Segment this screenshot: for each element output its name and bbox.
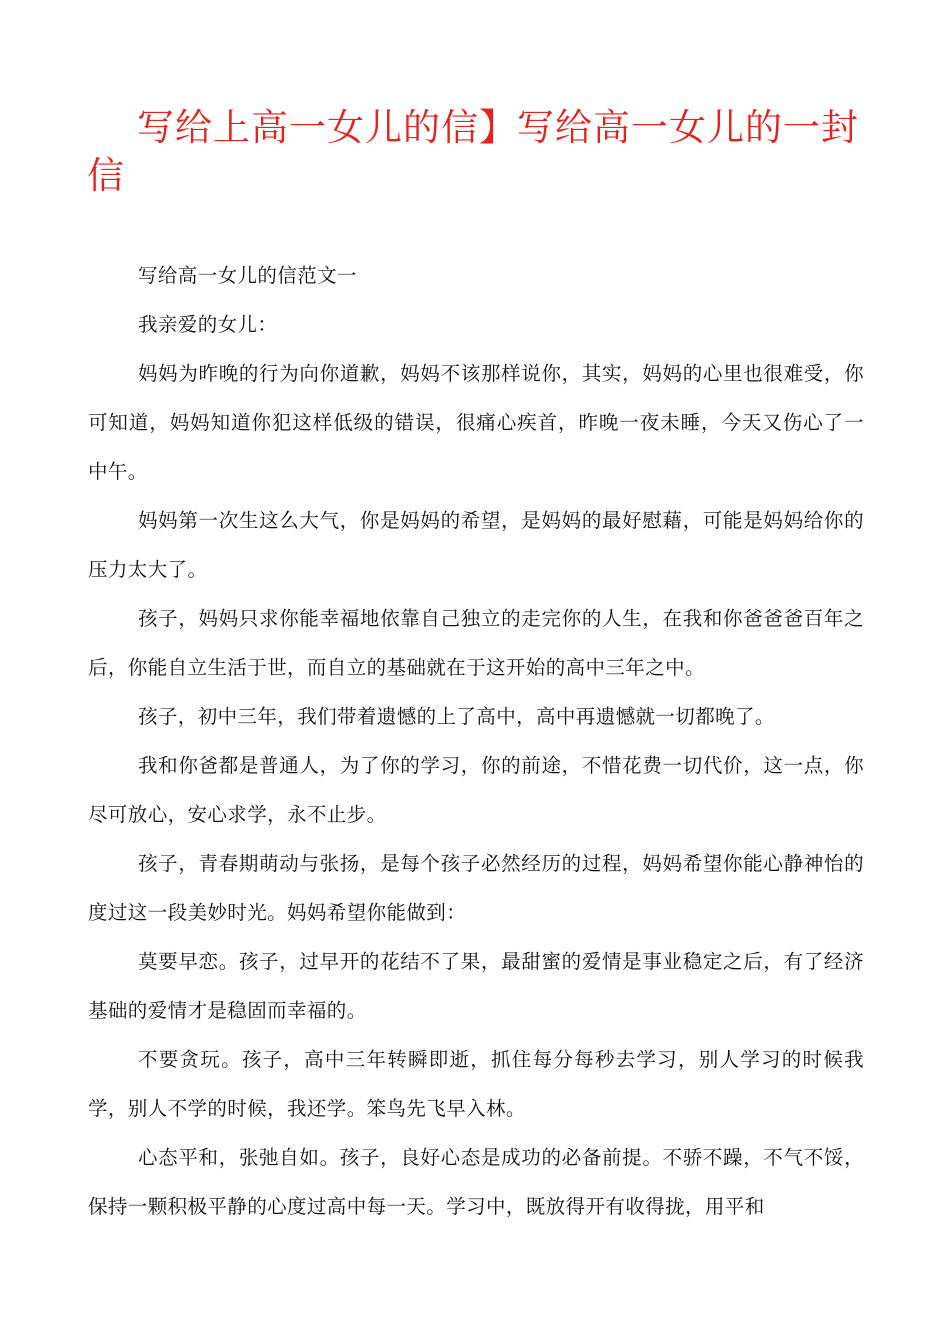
document-title: 写给上高一女儿的信】写给高一女儿的一封信 xyxy=(87,106,859,197)
paragraph: 莫要早恋。孩子，过早开的花结不了果，最甜蜜的爱情是事业稳定之后，有了经济基础的爱情才是稳固而幸福的。 xyxy=(88,950,864,1022)
paragraph-heading: 写给高一女儿的信范文一 xyxy=(138,264,357,287)
paragraph: 孩子，初中三年，我们带着遗憾的上了高中，高中再遗憾就一切都晚了。 xyxy=(138,705,775,728)
paragraph: 心态平和，张弛自如。孩子，良好心态是成功的必备前提。不骄不躁，不气不馁，保持一颗积极平静的心度过高中每一天。学习中，既放得开有收得拢，用平和 xyxy=(88,1146,864,1218)
paragraph: 孩子，妈妈只求你能幸福地依靠自己独立的走完你的人生，在我和你爸爸爸百年之后，你能自立生活于世，而自立的基础就在于这开始的高中三年之中。 xyxy=(88,607,864,679)
paragraph: 孩子，青春期萌动与张扬，是每个孩子必然经历的过程，妈妈希望你能心静神怡的度过这一段美妙时光。妈妈希望你能做到： xyxy=(88,852,864,924)
paragraph: 不要贪玩。孩子，高中三年转瞬即逝，抓住每分每秒去学习，别人学习的时候我学，别人不学的时候，我还学。笨鸟先飞早入林。 xyxy=(88,1048,864,1120)
paragraph: 妈妈第一次生这么大气，你是妈妈的希望，是妈妈的最好慰藉，可能是妈妈给你的压力太大了。 xyxy=(88,509,864,581)
document-body xyxy=(88,251,864,1231)
paragraph: 妈妈为昨晚的行为向你道歉，妈妈不该那样说你，其实，妈妈的心里也很难受，你可知道，妈妈知道你犯这样低级的错误，很痛心疾首，昨晚一夜未睡，今天又伤心了一中午。 xyxy=(88,362,864,483)
paragraph-salutation: 我亲爱的女儿： xyxy=(138,313,278,336)
paragraph: 我和你爸都是普通人，为了你的学习，你的前途，不惜花费一切代价，这一点，你尽可放心，安心求学，永不止步。 xyxy=(88,754,864,826)
